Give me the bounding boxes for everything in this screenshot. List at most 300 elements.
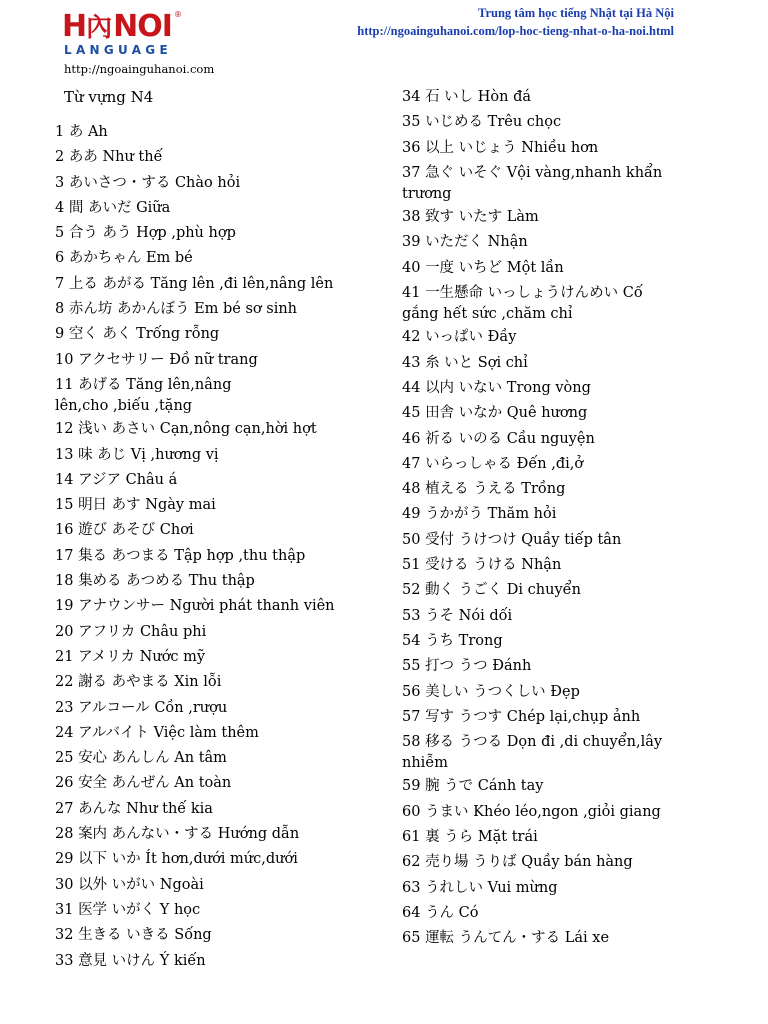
vocab-word: いじめる <box>425 114 484 131</box>
vocab-entry <box>402 376 702 401</box>
vocab-meaning: Chép lại,chụp ảnh <box>506 708 641 725</box>
vocab-meaning: Đánh <box>492 658 532 675</box>
vocab-meaning: Thu thập <box>188 573 255 590</box>
vocab-word: うそ <box>425 607 455 624</box>
vocab-word: 運転 <box>425 930 455 947</box>
vocab-entry <box>402 110 702 135</box>
vocab-word: 以上 <box>425 139 455 156</box>
vocab-meaning: Lái xe <box>564 930 610 947</box>
vocab-meaning: Cầu nguyện <box>506 430 595 447</box>
vocab-meaning-continued: gắng hết sức ,chăm chỉ <box>402 306 573 323</box>
vocab-number: 11 <box>55 376 74 393</box>
vocab-reading: うけつけ <box>458 531 517 548</box>
vocab-number: 28 <box>55 826 74 843</box>
vocab-entry <box>402 604 702 629</box>
vocab-word: うかがう <box>425 506 484 523</box>
vocab-reading: うつ <box>458 658 488 675</box>
vocab-meaning: Trống rỗng <box>136 326 220 343</box>
vocab-entry <box>55 120 385 145</box>
vocab-meaning: Chào hỏi <box>174 174 241 191</box>
vocab-word: うまい <box>425 803 469 820</box>
vocab-entry <box>402 800 702 825</box>
vocab-number: 8 <box>55 301 65 318</box>
vocab-entry <box>55 746 385 771</box>
vocab-entry <box>402 161 702 205</box>
vocab-entry <box>55 620 385 645</box>
vocab-meaning: Cồn ,rượu <box>154 699 228 716</box>
vocab-reading: うける <box>473 557 517 574</box>
vocab-number: 61 <box>402 829 421 846</box>
vocab-word: 医学 <box>78 901 108 918</box>
vocab-meaning: Quê hương <box>506 405 588 422</box>
vocab-word: 空く <box>68 326 98 343</box>
document-title: Từ vựng N4 <box>64 88 154 106</box>
vocab-reading: いのる <box>458 430 503 447</box>
vocab-reading: うら <box>444 829 474 846</box>
vocab-number: 24 <box>55 724 74 741</box>
vocab-reading: うんてん・する <box>458 930 561 947</box>
vocab-entry <box>402 705 702 730</box>
logo-subtitle: LANGUAGE <box>64 43 172 57</box>
vocab-reading: いない <box>458 379 503 396</box>
vocab-word: 遊び <box>78 522 108 539</box>
vocab-number: 38 <box>402 209 421 226</box>
vocab-entry <box>402 401 702 426</box>
vocab-word: 間 <box>68 199 84 216</box>
vocab-entry <box>402 325 702 350</box>
vocab-number: 54 <box>402 632 421 649</box>
vocab-entry <box>402 502 702 527</box>
vocab-number: 27 <box>55 800 74 817</box>
vocab-word: うれしい <box>425 879 484 896</box>
vocab-meaning: Xin lỗi <box>174 674 222 691</box>
vocab-entry <box>55 468 385 493</box>
vocab-meaning: Ý kiến <box>159 952 206 969</box>
vocab-reading: あんしん <box>111 750 170 767</box>
vocab-meaning: Quầy bán hàng <box>521 854 633 871</box>
vocab-entry <box>402 256 702 281</box>
vocab-word: 味 <box>78 446 93 463</box>
vocab-number: 39 <box>402 234 421 251</box>
vocab-number: 4 <box>55 199 65 216</box>
vocab-word: 案内 <box>78 826 108 843</box>
vocab-entry <box>55 443 385 468</box>
vocab-word: いただく <box>425 234 484 251</box>
vocab-meaning: Chơi <box>159 522 194 539</box>
vocab-number: 1 <box>55 124 65 140</box>
vocab-entry <box>402 85 702 110</box>
vocab-number: 37 <box>402 164 421 181</box>
vocab-entry <box>402 850 702 875</box>
vocab-meaning: Ngoài <box>159 876 204 893</box>
vocab-reading: いけん <box>111 952 156 969</box>
vocab-entry <box>55 544 385 569</box>
vocab-entry <box>55 594 385 619</box>
vocab-meaning: Đến ,đi,ở <box>516 455 584 472</box>
logo-letters-noi: NOI <box>113 9 172 44</box>
vocab-meaning: Nước mỹ <box>139 648 206 665</box>
vocab-number: 9 <box>55 326 65 343</box>
vocab-meaning: Việc làm thêm <box>153 724 259 741</box>
vocab-entry <box>55 898 385 923</box>
vocab-meaning: Làm <box>506 209 539 226</box>
vocab-reading: うえる <box>473 481 517 498</box>
vocab-meaning: Nhận <box>521 557 562 574</box>
vocab-meaning: Trêu chọc <box>487 114 562 131</box>
vocab-meaning: Như thế <box>102 149 163 166</box>
vocab-number: 15 <box>55 497 74 514</box>
vocab-number: 55 <box>402 658 421 675</box>
vocab-meaning: Vội vàng,nhanh khẩn <box>506 164 663 181</box>
vocab-reading: いし <box>444 89 474 105</box>
vocab-number: 2 <box>55 149 65 166</box>
vocab-number: 45 <box>402 405 421 422</box>
vocab-column-right <box>402 85 702 952</box>
vocab-word: アジア <box>78 471 121 488</box>
vocab-meaning: Trong vòng <box>506 379 591 396</box>
vocab-entry <box>55 923 385 948</box>
registered-mark: ® <box>174 10 182 19</box>
vocab-word: 急ぐ <box>425 164 455 181</box>
vocab-meaning: Tăng lên,nâng <box>126 376 232 393</box>
vocab-word: 集る <box>78 547 108 564</box>
vocab-reading: あく <box>102 326 132 343</box>
vocab-entry <box>402 230 702 255</box>
vocab-meaning: Khéo léo,ngon ,giỏi giang <box>473 803 661 820</box>
vocab-reading: あす <box>111 497 141 514</box>
vocab-meaning: Thăm hỏi <box>487 506 557 523</box>
vocab-word: うん <box>425 904 455 921</box>
vocab-reading: あんない・する <box>111 826 214 843</box>
vocab-number: 13 <box>55 446 74 463</box>
vocab-word: 受付 <box>425 531 455 548</box>
vocab-number: 48 <box>402 481 421 498</box>
vocab-entry <box>402 578 702 603</box>
vocab-meaning: Trồng <box>521 481 566 498</box>
vocab-word: いらっしゃる <box>425 455 513 472</box>
vocab-reading: いちど <box>458 259 503 276</box>
vocab-word: 意見 <box>78 952 108 969</box>
vocab-word: あいさつ・する <box>68 174 171 191</box>
vocab-number: 62 <box>402 854 421 871</box>
vocab-word: 写す <box>425 708 455 725</box>
vocab-entry <box>402 553 702 578</box>
vocab-reading: いきる <box>126 927 170 944</box>
vocab-entry <box>402 427 702 452</box>
vocab-number: 60 <box>402 803 421 820</box>
vocab-entry <box>55 518 385 543</box>
vocab-number: 49 <box>402 506 421 523</box>
vocab-number: 25 <box>55 750 74 767</box>
vocab-meaning: An toàn <box>174 775 232 792</box>
vocab-meaning: Vui mừng <box>487 879 558 896</box>
vocab-word: 糸 <box>425 354 440 371</box>
vocab-meaning: Ngày mai <box>145 497 216 514</box>
vocab-meaning: Nhận <box>487 234 528 251</box>
vocab-number: 5 <box>55 225 65 242</box>
vocab-word: いっぱい <box>425 329 484 346</box>
vocab-word: あ <box>68 124 84 140</box>
vocab-meaning: Cánh tay <box>477 778 544 795</box>
vocab-entry <box>402 901 702 926</box>
vocab-meaning: Hướng dẫn <box>217 826 300 843</box>
vocab-word: アルコール <box>78 699 150 716</box>
vocab-entry <box>55 670 385 695</box>
vocab-entry <box>402 452 702 477</box>
vocab-reading: あう <box>102 225 132 242</box>
vocab-word: 動く <box>425 582 455 599</box>
logo-letter-a: 內 <box>86 13 112 43</box>
vocab-number: 46 <box>402 430 421 447</box>
vocab-reading: うつる <box>458 734 503 751</box>
vocab-word: 赤ん坊 <box>68 301 113 318</box>
vocab-number: 42 <box>402 329 421 346</box>
vocab-entry <box>402 774 702 799</box>
vocab-entry <box>55 873 385 898</box>
vocab-number: 57 <box>402 708 421 725</box>
vocab-word: 腕 <box>425 778 440 795</box>
vocab-entry <box>402 629 702 654</box>
vocab-number: 44 <box>402 379 421 396</box>
vocab-entry <box>402 205 702 230</box>
vocab-word: 以下 <box>78 851 108 868</box>
vocab-meaning: Di chuyển <box>506 582 581 599</box>
vocab-number: 51 <box>402 557 421 574</box>
vocab-number: 3 <box>55 174 65 191</box>
vocab-entry <box>55 949 385 974</box>
vocab-word: あかちゃん <box>68 250 142 267</box>
center-url[interactable]: http://ngoainguhanoi.com/lop-hoc-tieng-nhat-o-ha-noi.html <box>357 24 674 38</box>
vocab-meaning: Em bé <box>145 250 193 267</box>
vocab-reading: いなか <box>458 405 503 422</box>
vocab-meaning: Nhiều hơn <box>521 139 599 156</box>
vocab-number: 30 <box>55 876 74 893</box>
vocab-meaning: Sợi chỉ <box>477 354 528 371</box>
vocab-word: 一生懸命 <box>425 285 484 302</box>
vocab-meaning: Châu phi <box>139 623 207 640</box>
vocab-meaning: Mặt trái <box>477 829 538 846</box>
vocab-meaning: Châu á <box>125 471 178 488</box>
vocab-meaning: Như thế kia <box>126 800 213 817</box>
vocab-entry <box>402 876 702 901</box>
vocab-entry <box>402 281 702 325</box>
vocab-meaning: Nói dối <box>458 607 513 624</box>
vocab-entry <box>55 145 385 170</box>
vocab-meaning-continued: nhiễm <box>402 755 448 772</box>
vocab-word: 上る <box>68 275 98 292</box>
logo-wordmark <box>62 10 172 45</box>
vocab-entry <box>55 171 385 196</box>
vocab-number: 12 <box>55 421 74 438</box>
vocab-number: 26 <box>55 775 74 792</box>
vocab-word: 安心 <box>78 750 108 767</box>
vocab-number: 23 <box>55 699 74 716</box>
vocab-meaning: Đồ nữ trang <box>169 351 258 368</box>
vocab-entry <box>402 825 702 850</box>
vocab-entry <box>55 297 385 322</box>
vocab-number: 14 <box>55 471 74 488</box>
vocab-entry <box>402 136 702 161</box>
vocab-meaning: Em bé sơ sinh <box>194 301 298 318</box>
vocab-number: 16 <box>55 522 74 539</box>
vocab-number: 10 <box>55 351 74 368</box>
vocab-meaning: Hợp ,phù hợp <box>136 225 236 242</box>
vocab-meaning: Tăng lên ,đi lên,nâng lên <box>150 275 334 292</box>
vocab-word: 以内 <box>425 379 455 396</box>
vocab-entry <box>402 730 702 774</box>
vocab-number: 52 <box>402 582 421 599</box>
vocab-entry <box>55 569 385 594</box>
vocab-meaning: Tập hợp ,thu thập <box>174 547 306 564</box>
vocab-entry <box>402 477 702 502</box>
vocab-entry <box>402 528 702 553</box>
header-info <box>357 4 674 40</box>
vocab-meaning: Đẹp <box>550 683 580 700</box>
vocab-meaning: Ít hơn,dưới mức,dưới <box>145 851 298 868</box>
center-name: Trung tâm học tiếng Nhật tại Hà Nội <box>478 6 674 20</box>
vocab-meaning: Sống <box>174 927 212 944</box>
vocab-reading: いがく <box>111 901 156 918</box>
vocab-reading: あんぜん <box>111 775 170 792</box>
vocab-number: 22 <box>55 674 74 691</box>
vocab-meaning: Quầy tiếp tân <box>521 531 622 548</box>
vocab-reading: いそぐ <box>458 164 503 181</box>
logo-letter-h: H <box>62 9 87 44</box>
vocab-word: あんな <box>78 800 122 817</box>
vocab-reading: あがる <box>102 275 146 292</box>
vocab-meaning: Người phát thanh viên <box>169 598 335 615</box>
vocab-number: 59 <box>402 778 421 795</box>
vocab-word: アクセサリー <box>78 351 165 368</box>
vocab-word: 浅い <box>78 421 108 438</box>
vocab-entry <box>55 348 385 373</box>
vocab-word: あげる <box>78 376 122 393</box>
vocab-number: 29 <box>55 851 74 868</box>
vocab-meaning: Một lần <box>506 259 564 276</box>
vocab-reading: あじ <box>97 446 127 463</box>
vocab-number: 36 <box>402 139 421 156</box>
vocab-reading: いじょう <box>458 139 517 156</box>
vocab-meaning: Cố <box>622 285 643 302</box>
vocab-reading: あつめる <box>126 573 185 590</box>
vocab-word: ああ <box>68 149 98 166</box>
vocab-reading: いか <box>111 851 141 868</box>
vocab-meaning: Trong <box>458 632 503 649</box>
vocab-entry <box>55 246 385 271</box>
vocab-entry <box>402 351 702 376</box>
vocab-number: 47 <box>402 455 421 472</box>
vocab-word: 石 <box>425 89 440 105</box>
vocab-number: 65 <box>402 930 421 947</box>
vocab-word: 受ける <box>425 557 469 574</box>
vocab-entry <box>55 373 385 417</box>
vocab-reading: うで <box>444 778 474 795</box>
vocab-number: 58 <box>402 734 421 751</box>
vocab-word: 生きる <box>78 927 122 944</box>
vocab-entry <box>55 822 385 847</box>
vocab-word: うち <box>425 632 455 649</box>
vocab-reading: うりば <box>473 854 517 871</box>
vocab-word: 美しい <box>425 683 469 700</box>
vocab-word: 致す <box>425 209 455 226</box>
vocab-word: 打つ <box>425 658 455 675</box>
vocab-word: 以外 <box>78 876 108 893</box>
vocab-number: 43 <box>402 354 421 371</box>
vocab-number: 34 <box>402 89 421 105</box>
vocab-meaning: Y học <box>159 901 201 918</box>
vocab-word: 移る <box>425 734 455 751</box>
vocab-number: 56 <box>402 683 421 700</box>
vocab-entry <box>55 797 385 822</box>
vocab-meaning: Đầy <box>487 329 517 346</box>
vocab-number: 41 <box>402 285 421 302</box>
vocab-entry <box>55 696 385 721</box>
vocab-meaning: Hòn đá <box>477 89 532 105</box>
vocab-word: アメリカ <box>78 648 136 665</box>
vocab-meaning: Có <box>458 904 479 921</box>
vocab-reading: あそび <box>111 522 156 539</box>
vocab-number: 63 <box>402 879 421 896</box>
vocab-entry <box>55 322 385 347</box>
vocab-number: 17 <box>55 547 74 564</box>
vocab-word: アナウンサー <box>78 598 166 615</box>
vocab-word: 田舎 <box>425 405 455 422</box>
vocab-word: 裏 <box>425 829 440 846</box>
vocab-entry <box>55 645 385 670</box>
vocab-reading: うごく <box>458 582 503 599</box>
vocab-entry <box>55 847 385 872</box>
vocab-entry <box>55 493 385 518</box>
vocab-entry <box>402 680 702 705</box>
vocab-entry <box>55 221 385 246</box>
vocab-entry <box>402 654 702 679</box>
vocab-meaning: Vị ,hương vị <box>130 446 219 463</box>
vocab-entry <box>402 926 702 951</box>
vocab-reading: うつす <box>458 708 503 725</box>
vocab-reading: あいだ <box>87 199 132 216</box>
vocab-number: 40 <box>402 259 421 276</box>
vocab-word: 一度 <box>425 259 455 276</box>
vocab-column-left <box>55 120 385 974</box>
vocab-word: 謝る <box>78 674 108 691</box>
vocab-word: 売り場 <box>425 854 469 871</box>
vocab-reading: あかんぼう <box>116 301 190 318</box>
vocab-word: アフリカ <box>78 623 136 640</box>
vocab-entry <box>55 417 385 442</box>
vocab-meaning: An tâm <box>174 750 227 767</box>
vocab-reading: いたす <box>458 209 503 226</box>
vocab-reading: いと <box>444 354 474 371</box>
vocab-reading: あやまる <box>111 674 170 691</box>
vocab-word: 安全 <box>78 775 108 792</box>
vocab-entry <box>55 196 385 221</box>
vocab-entry <box>55 272 385 297</box>
site-url[interactable]: http://ngoainguhanoi.com <box>64 62 215 76</box>
vocab-number: 18 <box>55 573 74 590</box>
vocab-number: 53 <box>402 607 421 624</box>
vocab-number: 21 <box>55 648 74 665</box>
vocab-meaning: Giữa <box>136 199 171 216</box>
vocab-meaning-continued: lên,cho ,biếu ,tặng <box>55 398 193 415</box>
vocab-number: 35 <box>402 114 421 131</box>
vocab-number: 33 <box>55 952 74 969</box>
vocab-reading: うつくしい <box>473 683 546 700</box>
vocab-number: 50 <box>402 531 421 548</box>
vocab-number: 32 <box>55 927 74 944</box>
vocab-meaning: Dọn đi ,di chuyển,lây <box>506 734 663 751</box>
vocab-meaning-continued: trương <box>402 186 452 203</box>
vocab-entry <box>55 771 385 796</box>
